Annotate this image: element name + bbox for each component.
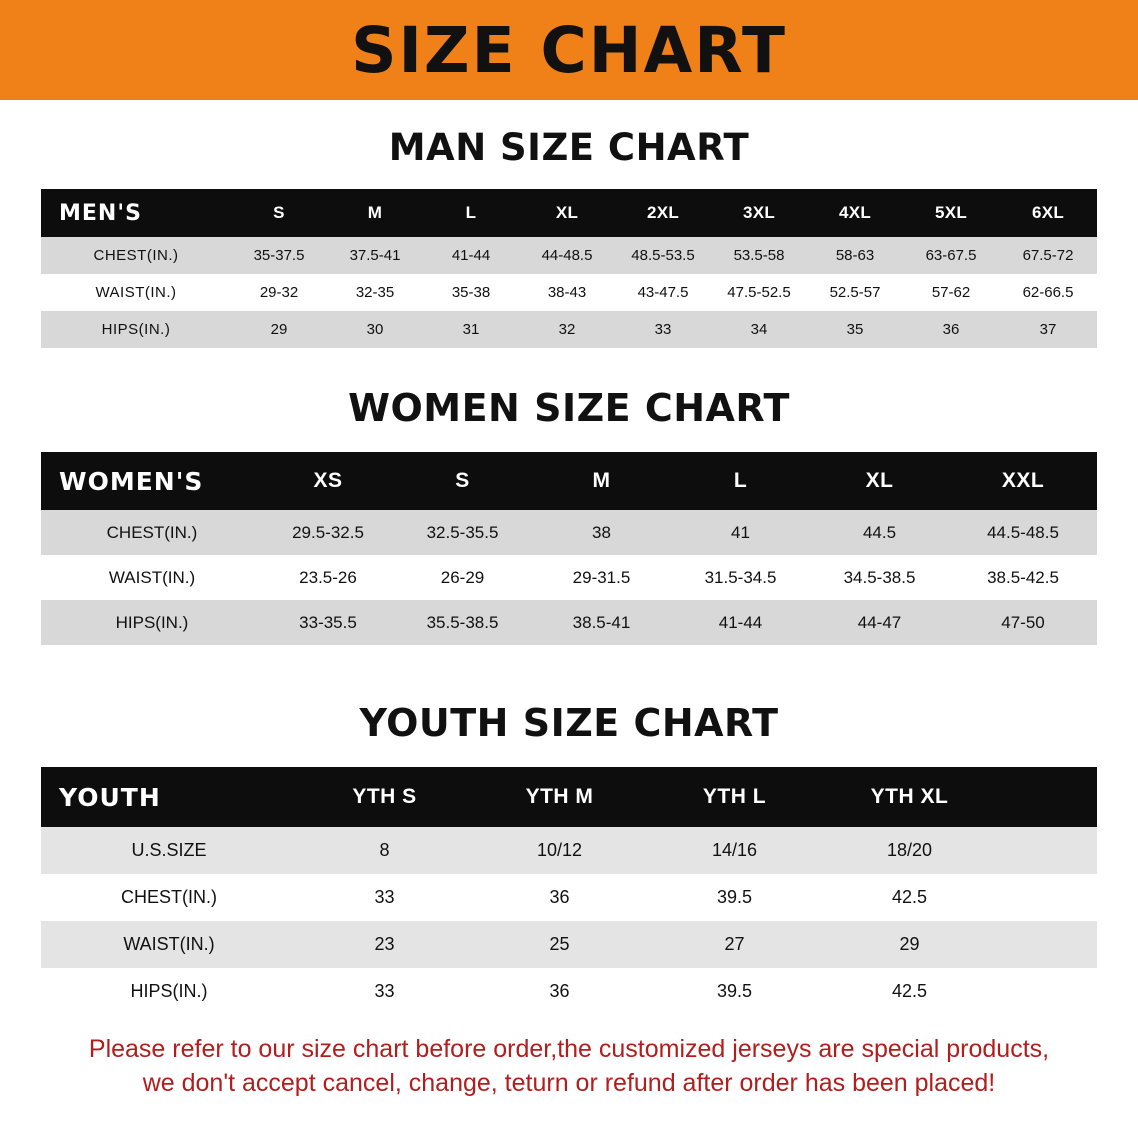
- table-cell: 25: [472, 921, 647, 968]
- table-cell: 26-29: [393, 555, 532, 600]
- table-cell: 27: [647, 921, 822, 968]
- table-cell: 35.5-38.5: [393, 600, 532, 645]
- table-cell-spacer: [997, 874, 1097, 921]
- table-cell: 23: [297, 921, 472, 968]
- table-cell-spacer: [997, 921, 1097, 968]
- table-cell: 14/16: [647, 827, 822, 874]
- youth-row-label-waist: WAIST(IN.): [41, 921, 297, 968]
- table-cell: 32: [519, 311, 615, 348]
- men-col-5: 2XL: [615, 189, 711, 237]
- table-cell: 38.5-41: [532, 600, 671, 645]
- table-cell: 63-67.5: [903, 237, 999, 274]
- table-cell: 39.5: [647, 968, 822, 1015]
- disclaimer-line-1: Please refer to our size chart before order,the customized jerseys are special products,: [88, 1035, 1050, 1063]
- men-col-8: 5XL: [903, 189, 999, 237]
- youth-col-4: YTH XL: [822, 767, 997, 827]
- table-cell: 33: [297, 874, 472, 921]
- table-cell: 41: [671, 510, 810, 555]
- youth-col-1: YTH S: [297, 767, 472, 827]
- table-cell: 36: [472, 968, 647, 1015]
- men-size-table: [41, 189, 1097, 348]
- table-cell: 23.5-26: [263, 555, 393, 600]
- men-row-label-hips: HIPS(IN.): [41, 311, 231, 348]
- table-cell: 34.5-38.5: [810, 555, 949, 600]
- men-col-9: 6XL: [999, 189, 1097, 237]
- table-cell: 39.5: [647, 874, 822, 921]
- table-cell: 53.5-58: [711, 237, 807, 274]
- men-col-7: 4XL: [807, 189, 903, 237]
- table-row: [41, 555, 1097, 600]
- women-corner-label: WOMEN'S: [41, 452, 263, 510]
- table-cell: 10/12: [472, 827, 647, 874]
- table-cell: 41-44: [671, 600, 810, 645]
- table-cell: 36: [472, 874, 647, 921]
- table-cell: 57-62: [903, 274, 999, 311]
- table-row: [41, 237, 1097, 274]
- table-cell: 67.5-72: [999, 237, 1097, 274]
- table-cell: 31.5-34.5: [671, 555, 810, 600]
- table-row: [41, 968, 1097, 1015]
- banner: [0, 0, 1138, 100]
- table-cell: 33: [297, 968, 472, 1015]
- women-row-label-chest: CHEST(IN.): [41, 510, 263, 555]
- table-cell: 33: [615, 311, 711, 348]
- women-col-6: XXL: [949, 452, 1097, 510]
- table-cell: 29: [231, 311, 327, 348]
- table-cell: 41-44: [423, 237, 519, 274]
- table-cell: 8: [297, 827, 472, 874]
- table-cell: 37: [999, 311, 1097, 348]
- women-row-label-waist: WAIST(IN.): [41, 555, 263, 600]
- women-size-table: [41, 452, 1097, 645]
- youth-row-label-ussize: U.S.SIZE: [41, 827, 297, 874]
- youth-row-label-hips: HIPS(IN.): [41, 968, 297, 1015]
- men-corner-label: MEN'S: [41, 189, 231, 237]
- table-row: [41, 921, 1097, 968]
- table-cell: 32.5-35.5: [393, 510, 532, 555]
- table-cell-spacer: [997, 968, 1097, 1015]
- table-cell: 18/20: [822, 827, 997, 874]
- women-col-5: XL: [810, 452, 949, 510]
- table-row: [41, 600, 1097, 645]
- table-row: [41, 274, 1097, 311]
- table-cell: 29.5-32.5: [263, 510, 393, 555]
- youth-row-label-chest: CHEST(IN.): [41, 874, 297, 921]
- table-cell: 58-63: [807, 237, 903, 274]
- youth-col-3: YTH L: [647, 767, 822, 827]
- table-cell: 31: [423, 311, 519, 348]
- table-cell: 38.5-42.5: [949, 555, 1097, 600]
- disclaimer-note: [22, 1033, 1116, 1101]
- men-col-1: S: [231, 189, 327, 237]
- table-cell: 29-32: [231, 274, 327, 311]
- table-cell: 44-47: [810, 600, 949, 645]
- youth-size-table: [41, 767, 1097, 1015]
- table-header-row: [41, 452, 1097, 510]
- men-col-2: M: [327, 189, 423, 237]
- table-header-row: [41, 189, 1097, 237]
- men-col-6: 3XL: [711, 189, 807, 237]
- table-cell: 47-50: [949, 600, 1097, 645]
- table-header-row: [41, 767, 1097, 827]
- youth-section-title: YOUTH SIZE CHART: [359, 701, 779, 745]
- table-cell: 36: [903, 311, 999, 348]
- table-cell: 48.5-53.5: [615, 237, 711, 274]
- table-row: [41, 311, 1097, 348]
- table-cell: 29: [822, 921, 997, 968]
- table-cell: 38: [532, 510, 671, 555]
- table-cell: 33-35.5: [263, 600, 393, 645]
- youth-corner-label: YOUTH: [41, 767, 297, 827]
- table-cell: 44.5-48.5: [949, 510, 1097, 555]
- man-section-title: MAN SIZE CHART: [388, 126, 750, 169]
- women-col-4: L: [671, 452, 810, 510]
- table-cell-spacer: [997, 827, 1097, 874]
- women-col-2: S: [393, 452, 532, 510]
- youth-col-spacer: [997, 767, 1097, 827]
- men-row-label-waist: WAIST(IN.): [41, 274, 231, 311]
- table-cell: 35: [807, 311, 903, 348]
- table-cell: 34: [711, 311, 807, 348]
- table-cell: 44.5: [810, 510, 949, 555]
- table-cell: 29-31.5: [532, 555, 671, 600]
- table-cell: 35-38: [423, 274, 519, 311]
- page-title: SIZE CHART: [351, 13, 787, 87]
- women-row-label-hips: HIPS(IN.): [41, 600, 263, 645]
- men-col-3: L: [423, 189, 519, 237]
- youth-col-2: YTH M: [472, 767, 647, 827]
- table-cell: 47.5-52.5: [711, 274, 807, 311]
- table-cell: 52.5-57: [807, 274, 903, 311]
- men-row-label-chest: CHEST(IN.): [41, 237, 231, 274]
- table-cell: 38-43: [519, 274, 615, 311]
- table-row: [41, 827, 1097, 874]
- table-cell: 62-66.5: [999, 274, 1097, 311]
- table-cell: 44-48.5: [519, 237, 615, 274]
- table-cell: 32-35: [327, 274, 423, 311]
- table-row: [41, 874, 1097, 921]
- table-cell: 42.5: [822, 874, 997, 921]
- table-cell: 35-37.5: [231, 237, 327, 274]
- table-cell: 37.5-41: [327, 237, 423, 274]
- women-col-1: XS: [263, 452, 393, 510]
- table-row: [41, 510, 1097, 555]
- table-cell: 43-47.5: [615, 274, 711, 311]
- women-col-3: M: [532, 452, 671, 510]
- disclaimer-line-2: we don't accept cancel, change, teturn or refund after order has been placed!: [142, 1068, 996, 1097]
- table-cell: 30: [327, 311, 423, 348]
- men-col-4: XL: [519, 189, 615, 237]
- table-cell: 42.5: [822, 968, 997, 1015]
- women-section-title: WOMEN SIZE CHART: [348, 386, 790, 430]
